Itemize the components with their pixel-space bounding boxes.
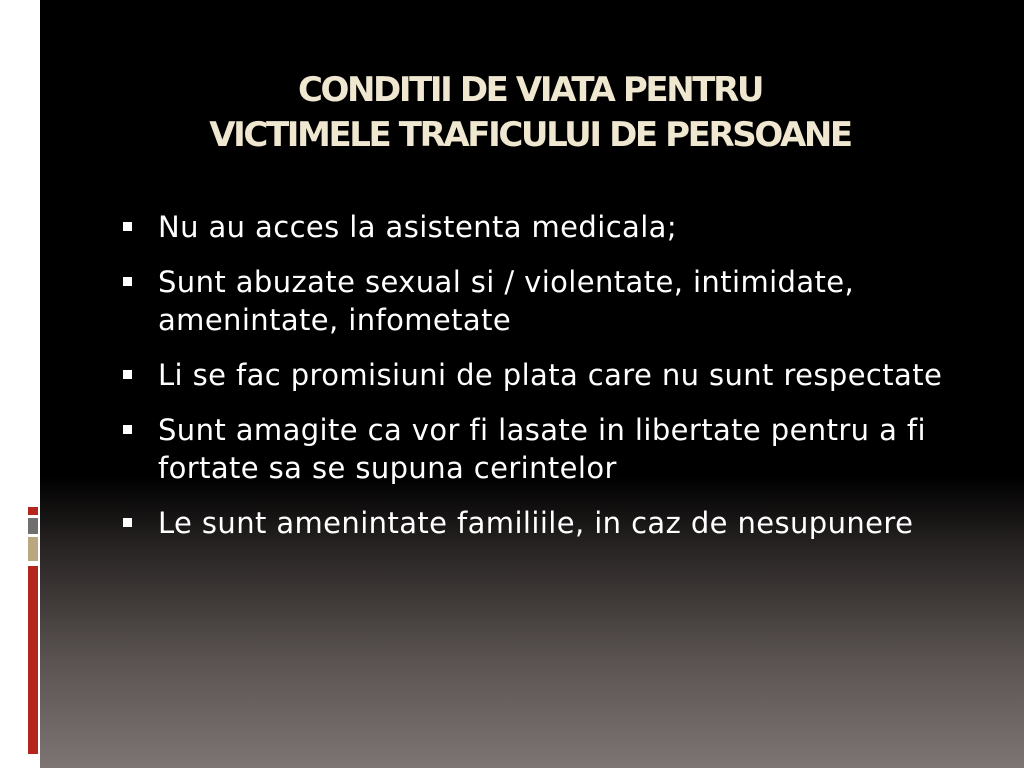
bullet-item <box>120 504 1000 542</box>
slide-title-line: CONDITII DE VIATA PENTRU <box>297 70 763 110</box>
bullet-item <box>120 356 1000 394</box>
bullet-item <box>120 411 1000 487</box>
square-bullet-icon <box>123 222 132 231</box>
bullet-list <box>120 208 1000 559</box>
accent-bar-tan <box>28 537 38 561</box>
square-bullet-icon <box>123 370 132 379</box>
bullet-text: Sunt abuzate sexual si / violentate, intimidate, amenintate, infometate <box>158 265 855 337</box>
square-bullet-icon <box>123 518 132 527</box>
accent-bar-red-long <box>28 566 38 754</box>
square-bullet-icon <box>123 277 132 286</box>
bullet-item <box>120 208 1000 246</box>
bullet-text: Li se fac promisiuni de plata care nu sunt respectate <box>158 358 943 392</box>
slide-title-line: VICTIMELE TRAFICULUI DE PERSOANE <box>209 115 851 155</box>
bullet-text: Le sunt amenintate familiile, in caz de nesupunere <box>158 506 914 540</box>
slide-title <box>100 68 960 158</box>
bullet-text: Nu au acces la asistenta medicala; <box>158 210 678 244</box>
bullet-text: Sunt amagite ca vor fi lasate in libertate pentru a fi fortate sa se supuna cerintelor <box>158 413 926 485</box>
slide-content-area <box>40 0 1024 768</box>
accent-bar-red-short <box>28 507 38 515</box>
accent-bar-gray <box>28 518 38 534</box>
bullet-item <box>120 263 1000 339</box>
square-bullet-icon <box>123 425 132 434</box>
